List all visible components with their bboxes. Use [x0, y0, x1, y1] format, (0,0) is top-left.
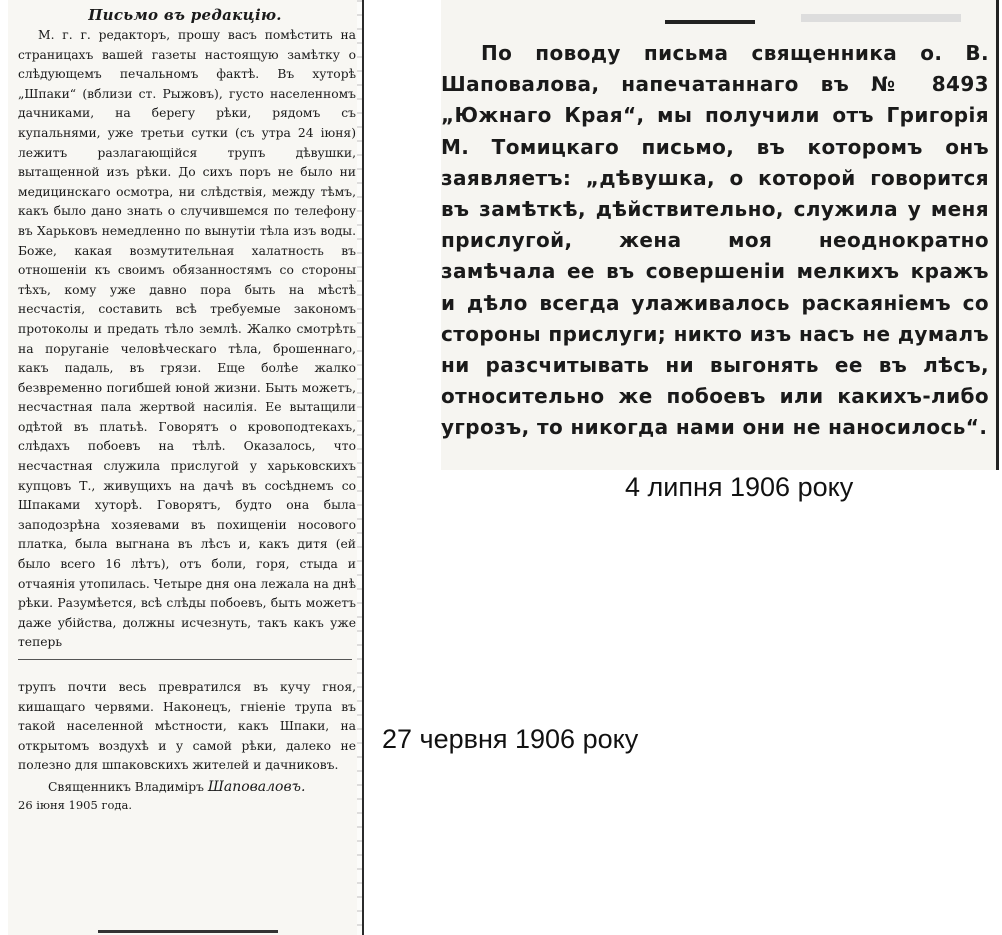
letter-paragraph-2: трупъ почти весь превратился въ кучу гноя, кишащаго червями. Наконецъ, гніеніе трупа въ такой населенной мѣстности, какъ Шпаки, на открытомъ воздухѣ и у самой рѣки, далеко не полезно для шпаковскихъ жителей и дачниковъ.: [18, 680, 356, 773]
right-newspaper-clipping: [441, 0, 999, 470]
letter-paragraph-1: М. г. г. редакторъ, прошу васъ помѣстить на страницахъ вашей газеты настоящую замѣтку о слѣдующемъ печальномъ фактѣ. Въ хуторѣ „Шпаки“ (вблизи ст. Рыжовъ), густо населенномъ дачниками, на берегу рѣки, рядомъ съ купальнями, уже третьи сутки (съ утра 24 іюня) лежитъ разлагающійся трупъ дѣвушки, вытащенной изъ рѣки. До сихъ поръ не было ни медицинскаго осмотра, ни слѣдствія, между тѣмъ, какъ было дано знать о случившемся по телефону въ Харьковъ немедленно по вынутіи тѣла изъ воды. Боже, какая возмутительная халатность въ отношеніи къ своимъ обязанностямъ со стороны тѣхъ, кому уже давно пора быть на мѣстѣ несчастія, составить всѣ требуемые закономъ протоколы и предать тѣло землѣ. Жалко смотрѣть на поруганіе человѣческаго тѣла, брошеннаго, какъ падаль, въ грязи. Еще болѣе жалко безвременно погибшей юной жизни. Быть можетъ, несчастная пала жертвой насилія. Ее вытащили одѣтой въ платьѣ. Говорятъ о кровоподтекахъ, слѣдахъ побоевъ на тѣлѣ. Оказалось, что несчастная служила прислугой у харьковскихъ купцовъ Т., живущихъ на дачѣ въ сосѣднемъ со Шпаками хуторѣ. Говорятъ, будто она была заподозрѣна хозяевами въ похищеніи носового платка, была выгнана въ лѣсъ и, какъ дитя (ей было всего 16 лѣтъ), отъ боли, горя, стыда и отчаянія утопилась. Четыре дня она лежала на днѣ рѣки. Разумѣется, всѣ слѣды побоевъ, быть можетъ даже убійства, должны исчезнуть, такъ какъ уже теперь: [18, 28, 356, 650]
top-ornament-faint: [801, 14, 961, 22]
letter-signature: [8, 778, 362, 797]
signature-name: Шаповаловъ.: [207, 778, 306, 795]
signature-prefix: Священникъ Владиміръ: [48, 779, 204, 794]
clipping-edge: [357, 0, 363, 935]
letter-heading: Письмо въ редакцію.: [88, 6, 282, 24]
response-paragraph: По поводу письма священника о. В. Шаповалова, напечатаннаго въ № 8493 „Южнаго Края“, мы получили отъ Григорія М. Томицкаго письмо, въ которомъ онъ заявляетъ: „дѣвушка, о которой говорится въ замѣткѣ, дѣйствительно, служила у меня прислугой, жена моя неоднократно замѣчала ее въ совершеніи мелкихъ кражъ и дѣло всегда улаживалось раскаяніемъ со стороны прислуги; никто изъ насъ не думалъ ни разсчитывать ни выгонять ее въ лѣсъ, относительно же побоевъ или какихъ-либо угрозъ, то никогда нами они не наносилось“.: [441, 41, 989, 440]
right-clipping-date-caption: 4 липня 1906 року: [625, 472, 854, 502]
column-break-rule: [18, 659, 352, 660]
left-newspaper-clipping: [8, 0, 364, 935]
top-ornament: [665, 20, 755, 24]
left-clipping-date-caption: 27 червня 1906 року: [382, 724, 639, 754]
signature-date: 26 іюня 1905 года.: [18, 797, 133, 812]
bottom-ornament: [98, 930, 278, 933]
